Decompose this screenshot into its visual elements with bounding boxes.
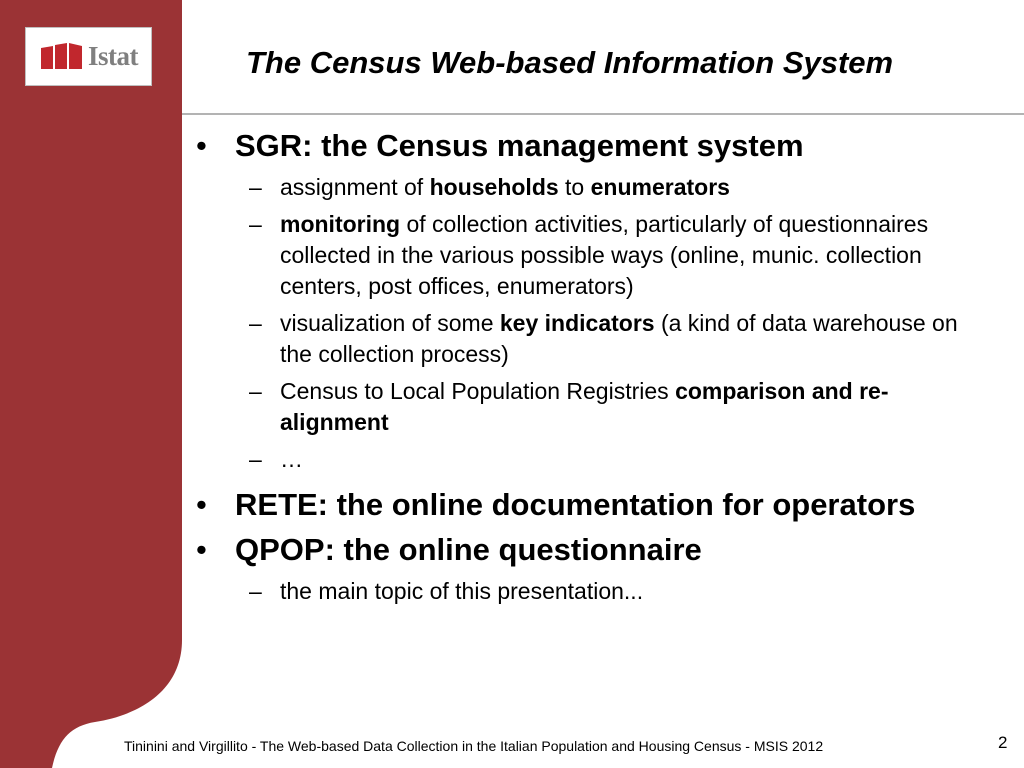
sub-text: Census to Local Population Registries bbox=[280, 378, 676, 404]
sub-emphasis: households bbox=[429, 174, 559, 200]
sub-text: (a kind of data warehouse on the collection process) bbox=[280, 310, 958, 367]
sub-item bbox=[241, 308, 960, 370]
sub-text: assignment of bbox=[280, 174, 430, 200]
sub-emphasis: enumerators bbox=[590, 174, 730, 200]
sub-text: visualization of some bbox=[280, 310, 500, 336]
istat-logo bbox=[25, 27, 152, 86]
slide-title: The Census Web-based Information System bbox=[246, 45, 894, 80]
sub-item bbox=[241, 576, 960, 607]
bullet-item bbox=[196, 530, 996, 570]
bullet-text: SGR: the Census management system bbox=[235, 128, 804, 163]
bullet-mark: • bbox=[196, 532, 207, 567]
bullet-item bbox=[196, 126, 996, 166]
footer-text: Tininini and Virgillito - The Web-based Data Collection in the Italian Population and Housing Census - MSIS 2012 bbox=[124, 738, 824, 754]
bullet-item bbox=[196, 485, 996, 525]
sub-text: … bbox=[280, 446, 303, 472]
title-divider bbox=[182, 113, 1024, 115]
sub-emphasis: monitoring bbox=[280, 211, 401, 237]
dash-mark: – bbox=[249, 211, 262, 237]
bullet-mark: • bbox=[196, 128, 207, 163]
dash-mark: – bbox=[249, 446, 262, 472]
sub-item bbox=[241, 209, 960, 302]
istat-logo-mark-icon bbox=[40, 42, 84, 72]
slide-content bbox=[196, 126, 996, 607]
left-panel-shape bbox=[0, 0, 182, 768]
sub-item bbox=[241, 172, 960, 203]
sub-text: to bbox=[558, 174, 591, 200]
sub-item bbox=[241, 376, 960, 438]
sub-text: of collection activities, particularly of questionnaires collected in the various possible ways (online, munic. collection centers, post offices, enumerators) bbox=[280, 211, 929, 299]
page-number: 2 bbox=[998, 733, 1008, 752]
dash-mark: – bbox=[249, 578, 262, 604]
left-decorative-panel bbox=[0, 0, 182, 768]
dash-mark: – bbox=[249, 378, 262, 404]
bullet-mark: • bbox=[196, 487, 207, 522]
dash-mark: – bbox=[249, 174, 262, 200]
bullet-text: RETE: the online documentation for operators bbox=[235, 487, 916, 522]
sub-text: the main topic of this presentation... bbox=[280, 578, 644, 604]
istat-logo-text: Istat bbox=[88, 41, 138, 71]
dash-mark: – bbox=[249, 310, 262, 336]
bullet-text: QPOP: the online questionnaire bbox=[235, 532, 702, 567]
sub-emphasis: key indicators bbox=[499, 310, 655, 336]
sub-item bbox=[241, 444, 960, 475]
sub-emphasis: comparison and re-alignment bbox=[280, 378, 889, 435]
